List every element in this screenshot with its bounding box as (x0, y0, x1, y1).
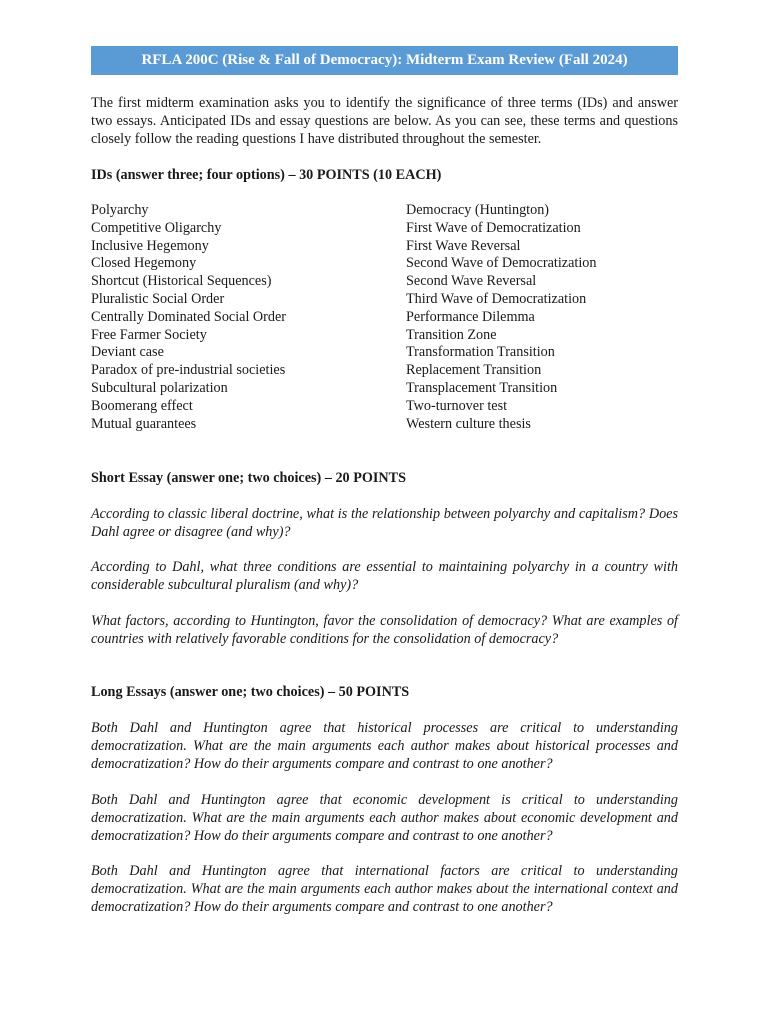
id-term: Western culture thesis (406, 415, 531, 432)
id-term: Third Wave of Democratization (406, 290, 587, 307)
ids-term-list (91, 202, 678, 434)
intro-paragraph: The first midterm examination asks you to identify the significance of three terms (IDs) and answer two essays. Anticipated IDs and essay questions are below. As you can see, these terms and questions closely follow the reading questions I have distributed throughout the semester. (91, 95, 678, 147)
id-term: Boomerang effect (91, 397, 193, 414)
long-essays-heading: Long Essays (answer one; two choices) – 50 POINTS (91, 684, 410, 700)
ids-right-column (406, 202, 596, 433)
id-term: Polyarchy (91, 202, 149, 218)
id-term: Paradox of pre-industrial societies (91, 362, 286, 379)
id-term: Two-turnover test (406, 397, 508, 414)
id-term: Transition Zone (406, 326, 497, 343)
id-term: Democracy (Huntington) (406, 202, 550, 218)
id-term: Mutual guarantees (91, 415, 197, 432)
ids-heading: IDs (answer three; four options) – 30 POINTS (10 EACH) (91, 167, 442, 183)
id-term: Transformation Transition (406, 344, 555, 361)
id-term: Free Farmer Society (91, 326, 207, 343)
id-term: Second Wave Reversal (406, 273, 537, 290)
short-essay-heading: Short Essay (answer one; two choices) – 20 POINTS (91, 470, 407, 486)
id-term: First Wave of Democratization (406, 219, 581, 236)
id-term: Deviant case (91, 344, 164, 361)
id-term: Competitive Oligarchy (91, 219, 222, 236)
page-title: RFLA 200C (Rise & Fall of Democracy): Midterm Exam Review (Fall 2024) (91, 46, 678, 75)
id-term: Closed Hegemony (91, 255, 197, 272)
id-term: Centrally Dominated Social Order (91, 308, 287, 325)
short-essay-question: According to classic liberal doctrine, what is the relationship between polyarchy and capitalism? Does Dahl agree or disagree (and why)? (91, 506, 678, 540)
short-essay-question: What factors, according to Huntington, favor the consolidation of democracy? What are examples of countries with relatively favorable conditions for the consolidation of democracy? (91, 613, 678, 647)
id-term: Second Wave of Democratization (406, 255, 597, 272)
id-term: Performance Dilemma (406, 308, 535, 325)
ids-left-column (91, 202, 286, 433)
id-term: Shortcut (Historical Sequences) (91, 273, 272, 290)
short-essay-question: According to Dahl, what three conditions are essential to maintaining polyarchy in a country with considerable subcultural pluralism (and why)? (91, 559, 678, 593)
id-term: First Wave Reversal (406, 237, 521, 254)
long-essay-question: Both Dahl and Huntington agree that historical processes are critical to understanding democratization. What are the main arguments each author makes about historical processes and democratization? How do their arguments compare and contrast to one another? (91, 720, 678, 772)
id-term: Pluralistic Social Order (91, 290, 225, 307)
id-term: Inclusive Hegemony (91, 237, 209, 254)
long-essay-question: Both Dahl and Huntington agree that international factors are critical to understanding democratization. What are the main arguments each author makes about the international context and democratization? How do their arguments compare and contrast to one another? (91, 863, 678, 915)
long-essay-question: Both Dahl and Huntington agree that economic development is critical to understanding democratization. What are the main arguments each author makes about economic development and democratization? How do their arguments compare and contrast to one another? (91, 792, 678, 844)
id-term: Replacement Transition (406, 362, 542, 379)
id-term: Subcultural polarization (91, 379, 228, 396)
id-term: Transplacement Transition (406, 379, 558, 396)
